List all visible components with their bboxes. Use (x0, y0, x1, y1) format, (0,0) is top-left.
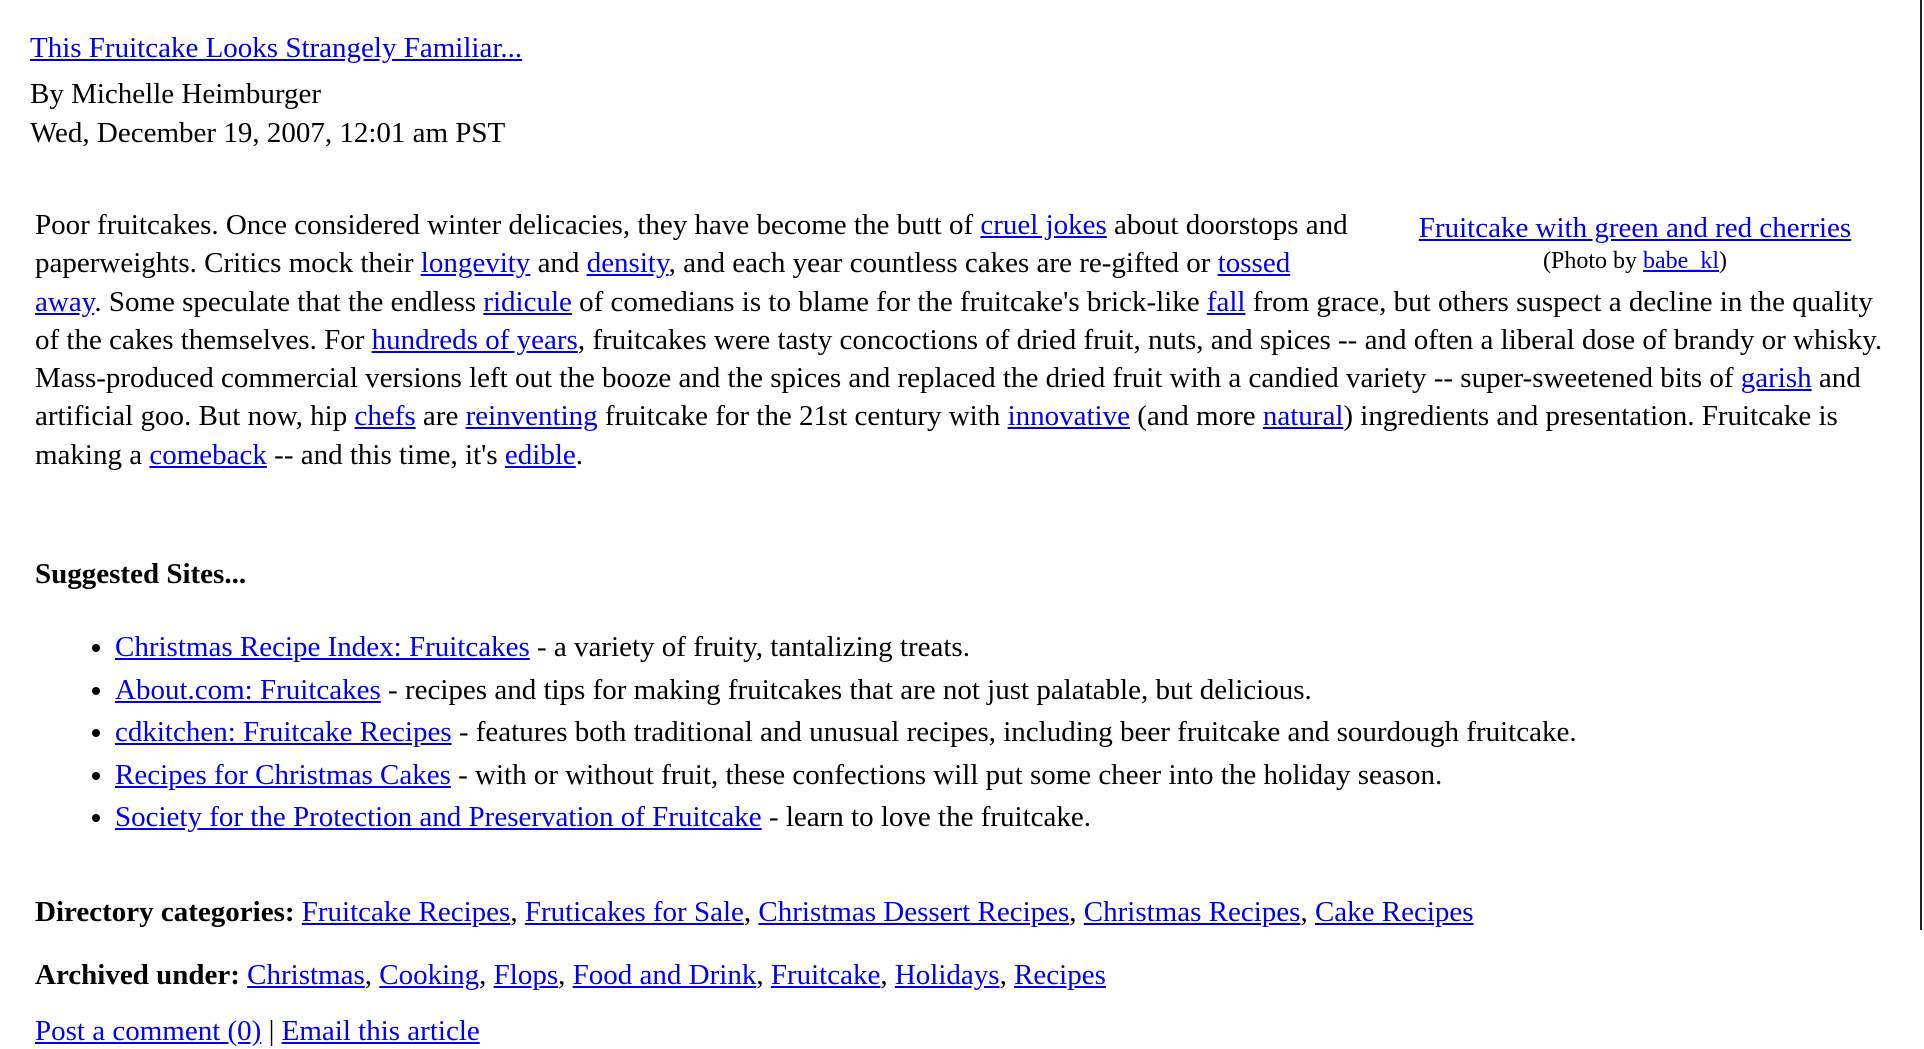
suggested-site-link[interactable]: Recipes for Christmas Cakes (115, 758, 451, 791)
archive-category-link[interactable]: Holidays (894, 959, 1000, 991)
archive-category-link[interactable]: Fruitcake (770, 959, 881, 991)
article-body (35, 206, 1885, 474)
list-separator: , (756, 959, 771, 991)
photo-credit (1385, 246, 1885, 276)
article-title-link[interactable]: This Fruitcake Looks Strangely Familiar... (30, 32, 523, 64)
email-article-link[interactable]: Email this article (281, 1015, 480, 1047)
directory-categories (35, 892, 1474, 932)
article-inline-link[interactable]: cruel jokes (980, 209, 1107, 241)
archive-category-link[interactable]: Christmas (247, 959, 365, 991)
article-text: , fruitcakes were tasty concoctions of dried fruit, nuts, and spices -- and often a liberal dose of brandy or whisky. Mass-produced commercial versions left out the booze and the spices and replaced the dried fruit with a candied variety -- super-sweetened bits of (35, 323, 1883, 395)
article-inline-link[interactable]: reinventing (465, 400, 598, 433)
list-item (115, 626, 1895, 669)
article-text: ) ingredients and presentation. Fruitcake is making a (35, 400, 1838, 471)
list-separator: , (743, 896, 759, 928)
suggested-site-link[interactable]: cdkitchen: Fruitcake Recipes (115, 716, 452, 748)
article-inline-link[interactable]: chefs (354, 400, 416, 433)
article-inline-link[interactable]: ridicule (483, 285, 572, 318)
list-separator: , (479, 959, 494, 991)
photo-credit-prefix: (Photo by (1543, 248, 1644, 274)
suggested-site-link[interactable]: Society for the Protection and Preservation of Fruitcake (115, 801, 762, 833)
author: By Michelle Heimburger (30, 78, 322, 110)
suggested-site-link[interactable]: About.com: Fruitcakes (115, 673, 381, 706)
list-separator: , (1069, 896, 1084, 928)
list-item (115, 796, 1895, 839)
suggested-site-description: - features both traditional and unusual recipes, including beer fruitcake and sourdough fruitcake. (451, 716, 1577, 748)
directory-category-link[interactable]: Christmas Dessert Recipes (758, 896, 1070, 928)
article-inline-link[interactable]: edible (504, 438, 576, 471)
article-text: -- and this time, it's (266, 438, 505, 471)
photo-credit-suffix: ) (1719, 248, 1727, 274)
photo-credit-link[interactable]: babe_kl (1643, 248, 1719, 274)
article-text: about doorstops and paperweights. Critics mock their (35, 209, 1348, 280)
directory-category-link[interactable]: Fruticakes for Sale (524, 896, 744, 928)
archive-category-link[interactable]: Food and Drink (572, 959, 757, 991)
archived-under-label: Archived under: (35, 959, 240, 991)
suggested-site-description: - with or without fruit, these confections will put some cheer into the holiday season. (450, 758, 1443, 791)
suggested-site-description: - learn to love the fruitcake. (761, 801, 1092, 833)
list-separator: , (1300, 896, 1315, 928)
directory-category-link[interactable]: Fruitcake Recipes (301, 896, 511, 928)
action-separator: | (261, 1015, 282, 1047)
suggested-sites-heading: Suggested Sites... (35, 558, 247, 590)
article-text: and artificial goo. But now, hip (35, 362, 1861, 433)
suggested-sites-list (35, 626, 1895, 839)
article-inline-link[interactable]: tossed away (35, 247, 1291, 318)
article-text: from grace, but others suspect a decline in the quality of the cakes themselves. For (35, 285, 1873, 356)
article-text: and (530, 247, 587, 280)
article-inline-link[interactable]: density (586, 247, 669, 280)
photo-caption-box (1385, 206, 1885, 276)
list-separator: , (510, 896, 525, 928)
article-text: of comedians is to blame for the fruitcake's brick-like (571, 285, 1207, 318)
post-comment-link[interactable]: Post a comment (0) (35, 1015, 262, 1047)
list-item (115, 669, 1895, 712)
byline (30, 75, 505, 153)
archive-category-link[interactable]: Recipes (1014, 959, 1106, 991)
list-separator: , (999, 959, 1015, 991)
article-text: . Some speculate that the endless (94, 285, 484, 318)
article-actions (35, 1013, 480, 1049)
list-separator: , (880, 959, 895, 991)
article-text: are (415, 400, 466, 433)
list-item (115, 754, 1895, 797)
directory-category-link[interactable]: Christmas Recipes (1083, 896, 1301, 928)
archived-under (35, 955, 1106, 995)
photo-caption-link[interactable]: Fruitcake with green and red cherries (1418, 212, 1852, 244)
article-inline-link[interactable]: comeback (149, 438, 267, 471)
article-inline-link[interactable]: innovative (1007, 400, 1130, 433)
article-inline-link[interactable]: hundreds of years (371, 323, 578, 356)
suggested-site-description: - recipes and tips for making fruitcakes that are not just palatable, but delicious. (380, 673, 1312, 706)
article-inline-link[interactable]: natural (1262, 400, 1344, 433)
directory-category-link[interactable]: Cake Recipes (1314, 896, 1474, 928)
article-inline-link[interactable]: longevity (420, 247, 531, 280)
archive-links (247, 959, 1106, 991)
list-item (115, 711, 1895, 754)
suggested-site-description: - a variety of fruity, tantalizing treats. (529, 631, 970, 663)
archive-category-link[interactable]: Cooking (379, 959, 480, 991)
list-separator: , (364, 959, 380, 991)
article-text: (and more (1129, 400, 1263, 433)
suggested-site-link[interactable]: Christmas Recipe Index: Fruitcakes (115, 631, 530, 663)
article-text: Poor fruitcakes. Once considered winter delicacies, they have become the butt of (35, 209, 981, 241)
directory-categories-label: Directory categories: (35, 896, 295, 928)
directory-category-links (302, 896, 1474, 928)
article-text: , and each year countless cakes are re-gifted or (668, 247, 1218, 280)
publish-date: Wed, December 19, 2007, 12:01 am PST (30, 117, 506, 149)
article-inline-link[interactable]: garish (1740, 362, 1812, 395)
archive-category-link[interactable]: Flops (493, 959, 559, 991)
article-text: . (575, 438, 584, 471)
window-scrollbar[interactable] (1920, 0, 1922, 930)
list-separator: , (558, 959, 573, 991)
article-inline-link[interactable]: fall (1206, 285, 1246, 318)
article-text: fruitcake for the 21st century with (597, 400, 1008, 433)
